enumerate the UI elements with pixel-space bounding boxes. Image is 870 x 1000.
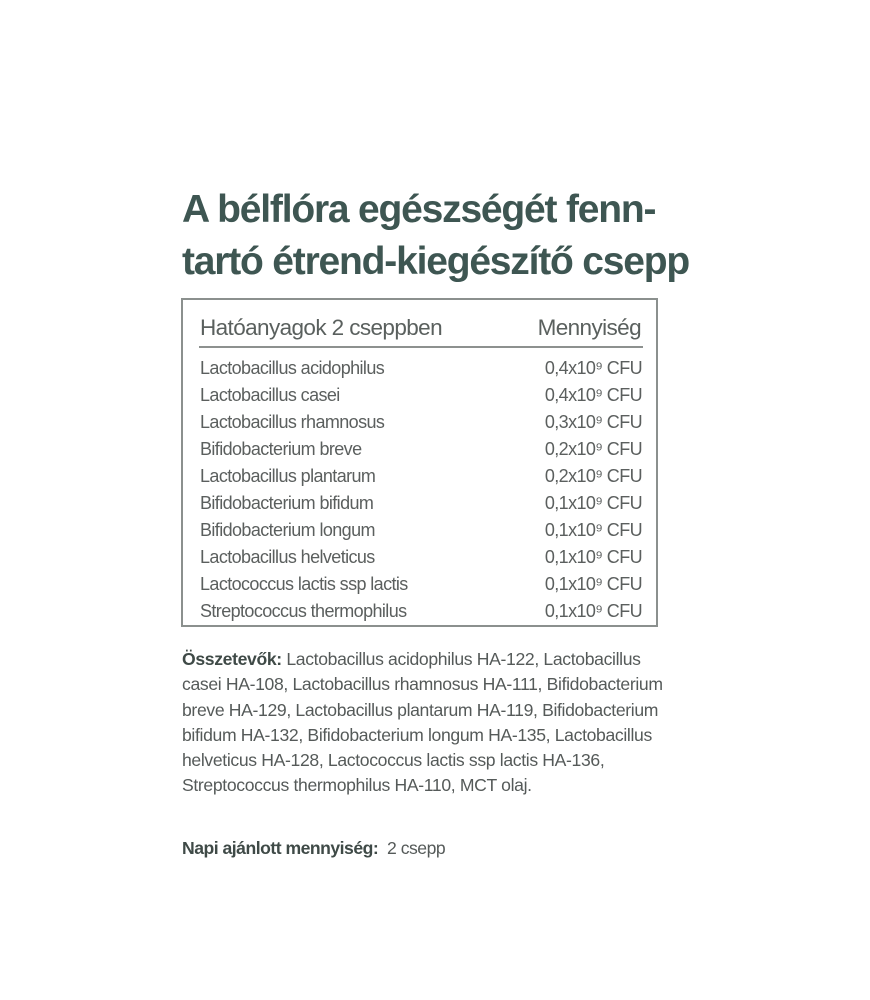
row-name: Lactobacillus acidophilus bbox=[200, 358, 385, 378]
title-line-2: tartó étrend-kiegészítő csepp bbox=[182, 240, 689, 283]
daily-dose bbox=[182, 836, 445, 861]
row-name: Bifidobacterium bifidum bbox=[200, 493, 374, 513]
row-amount: 0,2x10⁹ CFU bbox=[544, 466, 642, 486]
row-name: Lactococcus lactis ssp lactis bbox=[200, 574, 408, 594]
table-row bbox=[200, 463, 642, 490]
row-name: Lactobacillus casei bbox=[200, 385, 340, 405]
ingredients-text: Lactobacillus acidophilus HA-122, Lactobacillus casei HA-108, Lactobacillus rhamnosus HA-111, Bifidobacterium breve HA-129, Lactobacillus plantarum HA-119, Bifidobacterium bifidum HA-132, Bifidobacterium longum HA-135, Lactobacillus helveticus HA-128, Lactococcus lactis ssp lactis HA-136, Streptococcus thermophilus HA-110, MCT olaj. bbox=[182, 649, 663, 796]
row-amount: 0,1x10⁹ CFU bbox=[544, 493, 642, 513]
table-row bbox=[200, 355, 642, 382]
row-amount: 0,4x10⁹ CFU bbox=[544, 385, 642, 405]
row-amount: 0,3x10⁹ CFU bbox=[544, 412, 642, 432]
header-divider bbox=[199, 346, 643, 348]
row-amount: 0,2x10⁹ CFU bbox=[544, 439, 642, 459]
product-title bbox=[182, 184, 722, 288]
row-amount: 0,1x10⁹ CFU bbox=[544, 574, 642, 594]
row-name: Lactobacillus rhamnosus bbox=[200, 412, 385, 432]
row-amount: 0,4x10⁹ CFU bbox=[544, 358, 642, 378]
table-header bbox=[200, 312, 641, 344]
header-amount: Mennyiség bbox=[537, 315, 641, 340]
table-row bbox=[200, 490, 642, 517]
ingredients-label: Összetevők: bbox=[182, 649, 282, 669]
row-name: Bifidobacterium longum bbox=[200, 520, 375, 540]
title-line-1: A bélflóra egészségét fenn- bbox=[182, 188, 656, 231]
row-amount: 0,1x10⁹ CFU bbox=[544, 547, 642, 567]
table-row bbox=[200, 382, 642, 409]
row-name: Lactobacillus plantarum bbox=[200, 466, 376, 486]
daily-dose-value: 2 csepp bbox=[387, 838, 446, 858]
ingredients-paragraph bbox=[182, 647, 672, 799]
row-name: Streptococcus thermophilus bbox=[200, 601, 407, 621]
table-row bbox=[200, 598, 642, 625]
header-ingredient: Hatóanyagok 2 cseppben bbox=[200, 315, 442, 340]
daily-dose-label: Napi ajánlott mennyiség: bbox=[182, 838, 379, 858]
table-row bbox=[200, 409, 642, 436]
row-amount: 0,1x10⁹ CFU bbox=[544, 601, 642, 621]
active-ingredients-table bbox=[181, 298, 658, 627]
table-row bbox=[200, 571, 642, 598]
table-body bbox=[200, 355, 642, 625]
row-name: Lactobacillus helveticus bbox=[200, 547, 375, 567]
row-amount: 0,1x10⁹ CFU bbox=[544, 520, 642, 540]
table-row bbox=[200, 436, 642, 463]
row-name: Bifidobacterium breve bbox=[200, 439, 362, 459]
table-row bbox=[200, 517, 642, 544]
table-row bbox=[200, 544, 642, 571]
